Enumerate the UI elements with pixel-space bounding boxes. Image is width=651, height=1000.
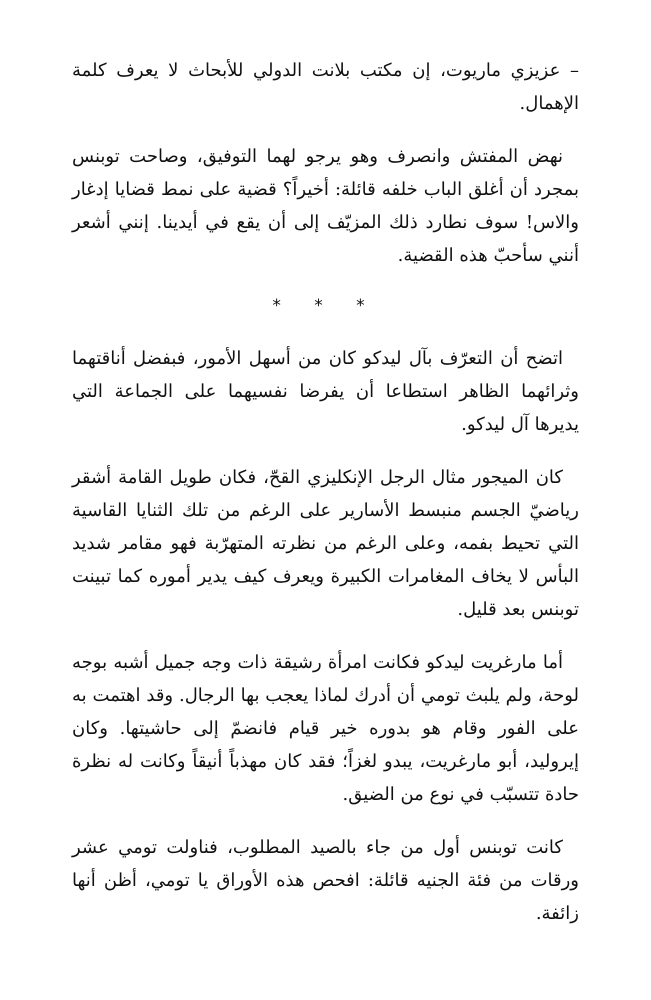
paragraph-1: – عزيزي ماريوت، إن مكتب بلانت الدولي للأبحاث لا يعرف كلمة الإهمال. bbox=[72, 60, 579, 114]
paragraph-6: كانت توبنس أول من جاء بالصيد المطلوب، فناولت تومي عشر ورقات من فئة الجنيه قائلة: افحص هذه الأوراق يا تومي، أظن أنها زائفة. bbox=[72, 837, 579, 924]
section-divider: * * * bbox=[272, 296, 379, 316]
paragraph-5: أما مارغريت ليدكو فكانت امرأة رشيقة ذات وجه جميل أشبه بوجه لوحة، ولم يلبث تومي أن أدرك لماذا يعجب بها الرجال. وقد اهتمت به على الفور وقام هو بدوره خير قيام فانضمّ إلى حاشيتها. وكان إيروليد، أبو مارغريت، يبدو لغزاً؛ فقد كان مهذباً أنيقاً وكانت له نظرة حادة تتسبّب في نوع من الضيق. bbox=[72, 652, 579, 805]
paragraph-2: نهض المفتش وانصرف وهو يرجو لهما التوفيق، وصاحت توبنس بمجرد أن أغلق الباب خلفه قائلة: أخيراً؟ قضية على نمط قضايا إدغار والاس! سوف نطارد ذلك المزيّف إلى أن يقع في أيدينا. إنني أشعر أنني سأحبّ هذه القضية. bbox=[72, 146, 579, 266]
paragraph-3: اتضح أن التعرّف بآل ليدكو كان من أسهل الأمور، فبفضل أناقتهما وثرائهما الظاهر استطاعا أن يفرضا نفسيهما على الجماعة التي يديرها آل ليدكو. bbox=[72, 348, 579, 435]
paragraph-4: كان الميجور مثال الرجل الإنكليزي القحّ، فكان طويل القامة أشقر رياضيّ الجسم منبسط الأسارير على الرغم من تلك الثنايا القاسية التي تحيط بفمه، وعلى الرغم من نظرته المتهرّبة فهو مقامر شديد البأس لا يخاف المغامرات الكبيرة ويعرف كيف يدير أموره كما تبينت توبنس بعد قليل. bbox=[72, 467, 579, 620]
book-page bbox=[72, 54, 579, 1000]
